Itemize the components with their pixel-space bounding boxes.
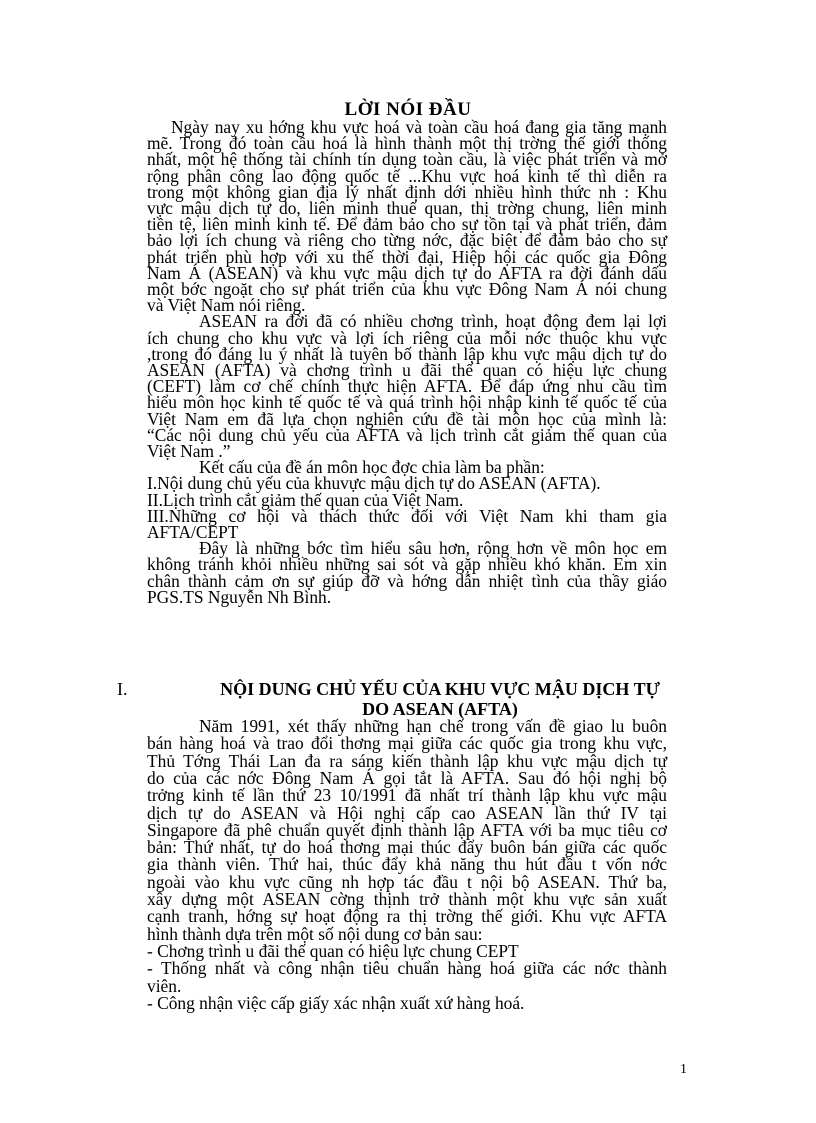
intro-line: II.Lịch trình cắt giảm thế quan của Việt Nam.	[147, 489, 464, 510]
intro-line: hiểu môn học kinh tế quốc tế và quá trình hội nhập kinh tế quốc tế của	[147, 392, 667, 413]
intro-line: Việt Nam em đã lựa chọn nghiên cứu đề tài môn học của mình là:	[147, 408, 667, 429]
body-line: Thủ Tớng Thái Lan đa ra sáng kiến thành lập khu vực mậu dịch tự	[147, 750, 667, 771]
intro-line: III.Những cơ hội và thách thức đối với Việt Nam khi tham gia	[147, 505, 667, 526]
section-heading-line-1: NỘI DUNG CHỦ YẾU CỦA KHU VỰC MẬU DỊCH TỰ	[220, 679, 660, 699]
body-line: bản: Thứ nhất, tự do hoá thơng mại thúc đẩy buôn bán giữa các quốc	[147, 837, 667, 858]
body-line: cạnh tranh, hớng sự hoạt động ra thị trờng thế giới. Khu vực AFTA	[147, 906, 667, 927]
body-line: Singapore đã phê chuẩn quyết định thành lập AFTA với ba mục tiêu cơ	[147, 819, 667, 840]
body-line: Năm 1991, xét thấy những hạn chế trong vấn đề giao lu buôn	[199, 716, 667, 736]
intro-line: I.Nội dung chủ yếu của khuvực mậu dịch tự do ASEAN (AFTA).	[147, 473, 601, 494]
body-line: ngoài vào khu vực cũng nh hợp tác đầu t nội bộ ASEAN. Thứ ba,	[147, 871, 667, 892]
intro-line: AFTA/CEPT	[147, 522, 239, 542]
body-line: - Thống nhất và công nhận tiêu chuẩn hàng hoá giữa các nớc thành	[147, 958, 667, 979]
body-line: xây dựng một ASEAN cờng thịnh trở thành một khu vực sản xuất	[147, 889, 667, 909]
intro-line: một bớc ngoặt cho sự phát triển của khu vực Đông Nam Á nói chung	[147, 279, 667, 299]
body-line: gia thành viên. Thứ hai, thúc đẩy khả năng thu hút đầu t vốn nớc	[147, 854, 667, 875]
page-title: LỜI NÓI ĐẦU	[344, 99, 472, 120]
body-line: dịch tự do ASEAN và Hội nghị cấp cao ASEAN lần thứ IV tại	[147, 802, 667, 823]
body-line: hình thành dựa trên một số nội dung cơ bản sau:	[147, 923, 483, 944]
intro-line: chân thành cảm ơn sự giúp đỡ và hớng dẫn nhiệt tình của thầy giáo	[147, 570, 667, 591]
intro-line: và Việt Nam nói riêng.	[147, 295, 306, 316]
section-heading-line-2: DO ASEAN (AFTA)	[362, 699, 518, 719]
intro-line: không tránh khỏi nhiều những sai sót và gặp nhiều khó khăn. Em xin	[147, 554, 667, 575]
intro-line: ,trong đó đáng lu ý nhất là tuyên bố thành lập khu vực mậu dịch tự do	[147, 343, 667, 364]
intro-line: tiền tệ, liên minh kinh tế. Để đảm bảo cho sự tồn tại và phát triển, đảm	[147, 214, 667, 235]
body-line: bán hàng hoá và trao đổi thơng mại giữa các quốc gia trong khu vực,	[147, 733, 667, 754]
intro-line: Việt Nam .”	[147, 441, 231, 461]
body-line: - Chơng trình u đãi thế quan có hiệu lực chung CEPT	[147, 940, 519, 961]
intro-line: Nam Á (ASEAN) và khu vực mậu dịch tự do AFTA ra đời đánh dấu	[147, 262, 667, 283]
body-line: trởng kinh tế lần thứ 23 10/1991 đã nhất trí thành lập khu vực mậu	[147, 785, 667, 806]
intro-line: ích chung cho khu vực và lợi ích riêng của mỗi nớc thuộc khu vực	[147, 327, 667, 348]
intro-line: Đây là những bớc tìm hiểu sâu hơn, rộng hơn về môn học em	[199, 538, 667, 559]
body-line: - Công nhận việc cấp giấy xác nhận xuất xứ hàng hoá.	[147, 992, 525, 1013]
intro-line: ASEAN ra đời đã có nhiều chơng trình, hoạt động đem lại lợi	[199, 311, 667, 332]
body-line: viên.	[147, 975, 182, 996]
body-line: do của các nớc Đông Nam Á gọi tắt là AFTA. Sau đó hội nghị bộ	[147, 767, 667, 788]
intro-line: mẽ. Trong đó toàn cầu hoá là hình thành một thị trờng thế giới thống	[147, 133, 667, 154]
intro-line: Kết cấu của đề án môn học đợc chia làm ba phần:	[199, 457, 545, 478]
intro-line: phát triển phù hợp với xu thế thời đại, Hiệp hội các quốc gia Đông	[147, 246, 667, 267]
section-number: I.	[117, 679, 128, 699]
page-number: 1	[680, 1062, 687, 1077]
intro-line: PGS.TS Nguyễn Nh Bình.	[147, 586, 332, 607]
intro-line: “Các nội dung chủ yếu của AFTA và lịch trình cắt giảm thế quan của	[147, 424, 667, 445]
intro-line: rộng phân công lao động quốc tế ...Khu vực hoá kinh tế thì diễn ra	[147, 165, 667, 186]
intro-line: (CEFT) làm cơ chế chính thực hiện AFTA. Để đáp ứng nhu cầu tìm	[147, 376, 667, 397]
intro-line: trong một không gian địa lý nhất định dới nhiều hình thức nh : Khu	[147, 181, 667, 202]
intro-line: nhất, một hệ thống tài chính tín dụng toàn cầu, là việc phát triển và mở	[147, 149, 667, 170]
intro-line: vực mậu dịch tự do, liên minh thuế quan, thị trờng chung, liên minh	[147, 198, 667, 218]
intro-line: ASEAN (AFTA) và chơng trình u đãi thế quan có hiệu lực chung	[147, 360, 667, 380]
intro-line: bảo lợi ích chung và riêng cho từng nớc, đặc biệt để đảm bảo cho sự	[147, 230, 667, 251]
intro-line: Ngày nay xu hớng khu vực hoá và toàn cầu hoá đang gia tăng mạnh	[171, 117, 667, 137]
